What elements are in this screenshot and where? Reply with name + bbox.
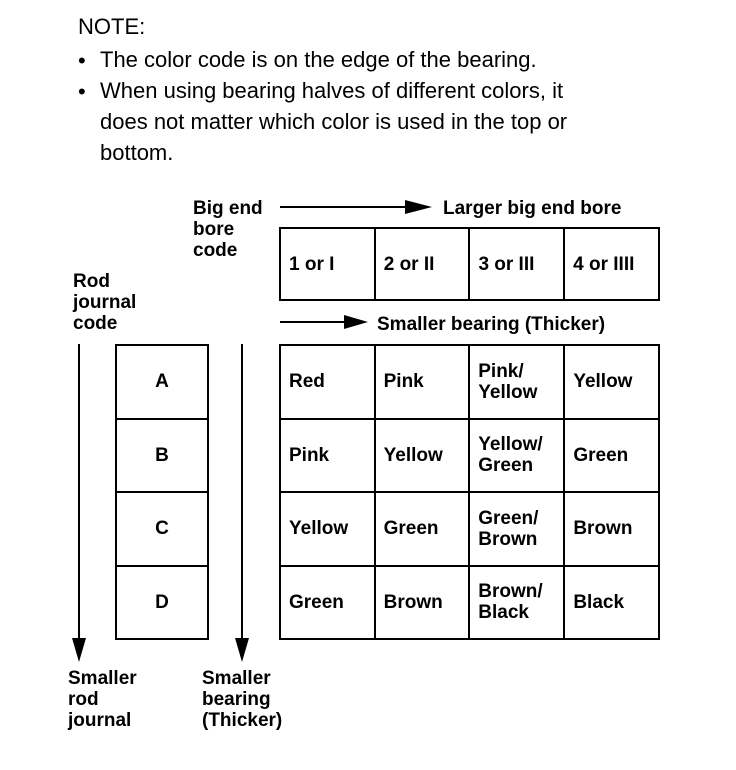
arrowhead-icon bbox=[344, 315, 368, 329]
color-cell: Black bbox=[564, 566, 659, 640]
big-end-label: Big end bore code bbox=[193, 198, 263, 261]
bore-code-cell: 1 or I bbox=[280, 228, 375, 300]
color-cell: Brown bbox=[564, 492, 659, 566]
table-row bbox=[280, 566, 659, 640]
color-cell: Yellow bbox=[375, 419, 470, 493]
note-bullet-2: When using bearing halves of different colors, it bbox=[100, 78, 564, 103]
journal-code-cell: D bbox=[116, 566, 208, 640]
larger-bore-label: Larger big end bore bbox=[443, 198, 622, 219]
color-cell: Brown bbox=[375, 566, 470, 640]
color-cell: Pink bbox=[375, 345, 470, 419]
table-row bbox=[280, 492, 659, 566]
color-cell: Yellow bbox=[280, 492, 375, 566]
color-cell: Pink bbox=[280, 419, 375, 493]
color-cell: Red bbox=[280, 345, 375, 419]
smaller-bearing-bottom-label: Smaller bearing (Thicker) bbox=[202, 668, 283, 731]
note-title: NOTE: bbox=[78, 14, 146, 39]
color-cell: Pink/ Yellow bbox=[469, 345, 564, 419]
table-row bbox=[280, 345, 659, 419]
color-cell: Yellow/ Green bbox=[469, 419, 564, 493]
journal-code-table bbox=[115, 344, 209, 640]
color-cell: Brown/ Black bbox=[469, 566, 564, 640]
color-cell: Yellow bbox=[564, 345, 659, 419]
bullet-icon: • bbox=[78, 48, 86, 73]
smaller-rod-journal-label: Smaller rod journal bbox=[68, 668, 137, 731]
bore-code-cell: 3 or III bbox=[469, 228, 564, 300]
note-bullet-2-cont: does not matter which color is used in the top or bbox=[100, 109, 568, 134]
arrowhead-icon bbox=[72, 638, 86, 662]
bore-code-table bbox=[279, 227, 660, 301]
bore-code-cell: 2 or II bbox=[375, 228, 470, 300]
bullet-icon: • bbox=[78, 79, 86, 104]
smaller-bearing-top-label: Smaller bearing (Thicker) bbox=[377, 314, 606, 335]
journal-code-cell: B bbox=[116, 419, 208, 493]
journal-code-cell: C bbox=[116, 492, 208, 566]
color-cell: Green bbox=[280, 566, 375, 640]
journal-code-cell: A bbox=[116, 345, 208, 419]
color-cell: Green bbox=[375, 492, 470, 566]
note-bullet-2-end: bottom. bbox=[100, 140, 174, 165]
rod-journal-code-label: Rod journal code bbox=[73, 271, 137, 334]
arrowhead-icon bbox=[235, 638, 249, 662]
color-cell: Green/ Brown bbox=[469, 492, 564, 566]
arrowhead-icon bbox=[405, 200, 432, 214]
color-cell: Green bbox=[564, 419, 659, 493]
bore-code-cell: 4 or IIII bbox=[564, 228, 659, 300]
table-row bbox=[280, 419, 659, 493]
bearing-color-table bbox=[279, 344, 660, 640]
note-bullet-1: The color code is on the edge of the bearing. bbox=[100, 47, 537, 72]
